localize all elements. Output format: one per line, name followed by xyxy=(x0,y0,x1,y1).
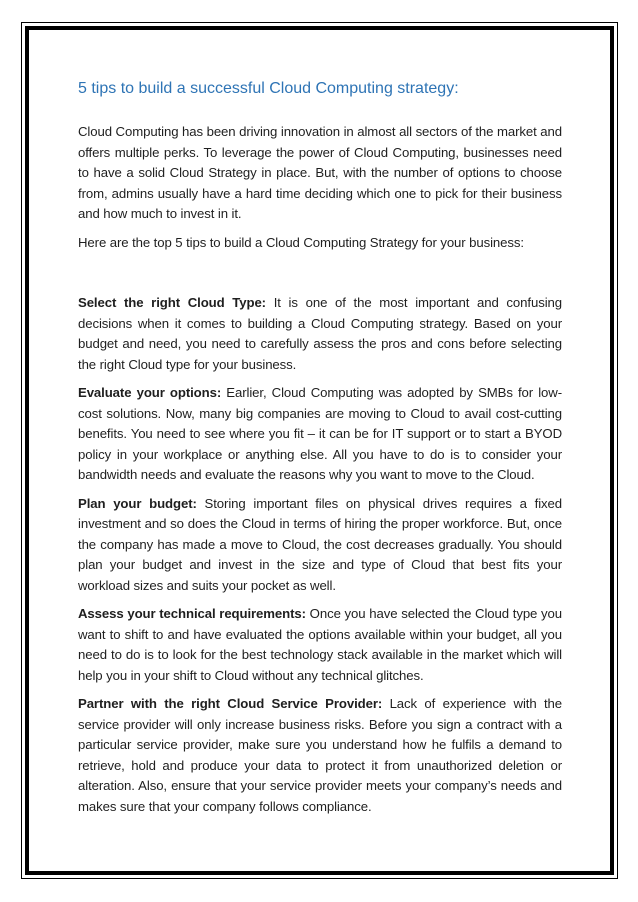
tip-select-cloud-type xyxy=(78,293,562,375)
tip-plan-budget xyxy=(78,494,562,597)
document-body xyxy=(78,78,562,825)
intro-paragraph: Cloud Computing has been driving innovation in almost all sectors of the market and offers multiple perks. To leverage the power of Cloud Computing, businesses need to have a solid Cloud Strategy in place. But, with the number of options to choose from, admins usually have a hard time deciding which one to pick for their business and how much to invest in it. xyxy=(78,124,562,221)
tip-text: Earlier, Cloud Computing was adopted by SMBs for low-cost solutions. Now, many big companies are moving to Cloud to avail cost-cutting benefits. You need to see where you fit – it can be for IT support or to start a BYOD policy in your workplace or anything else. All you have to do is to consider your bandwidth needs and evaluate the reasons why you want to move to the Cloud. xyxy=(78,385,563,482)
tip-label: Partner with the right Cloud Service Provider: xyxy=(78,696,383,711)
tip-assess-requirements xyxy=(78,604,562,686)
tip-partner-provider xyxy=(78,694,562,817)
tip-text: Storing important files on physical drives requires a fixed investment and so does the Cloud in terms of hiring the proper workforce. But, once the company has made a move to Cloud, the cost decreases gradually. You should plan your budget and invest in the size and type of Cloud that best fits your workload sizes and suits your pocket as well. xyxy=(78,495,562,593)
tip-text: Once you have selected the Cloud type you want to shift to and have evaluated the options available within your budget, all you need to do is to look for the best technology stack available in the market which will help you in your shift to Cloud without any technical glitches. xyxy=(78,606,563,683)
section-spacer xyxy=(78,261,562,293)
tip-label: Plan your budget: xyxy=(78,495,197,511)
document-title: 5 tips to build a successful Cloud Computing strategy: xyxy=(78,80,459,97)
lead-in-paragraph: Here are the top 5 tips to build a Cloud Computing Strategy for your business: xyxy=(78,234,524,250)
tip-label: Select the right Cloud Type: xyxy=(78,295,266,310)
tip-label: Assess your technical requirements: xyxy=(78,606,306,621)
tip-evaluate-options xyxy=(78,383,562,486)
tip-label: Evaluate your options: xyxy=(78,385,222,400)
tip-text: It is one of the most important and confusing decisions when it comes to building a Cloud Computing strategy. Based on your budget and need, you need to carefully assess the pros and cons before selecting the right Cloud type for your business. xyxy=(78,295,562,372)
tip-text: Lack of experience with the service provider will only increase business risks. Before you sign a contract with a particular service provider, make sure you understand how he fulfils a demand to retrieve, hold and produce your data to protect it from unauthorized deletion or alteration. Also, ensure that your service provider meets your company’s needs and makes sure that your company follows compliance. xyxy=(78,696,562,814)
